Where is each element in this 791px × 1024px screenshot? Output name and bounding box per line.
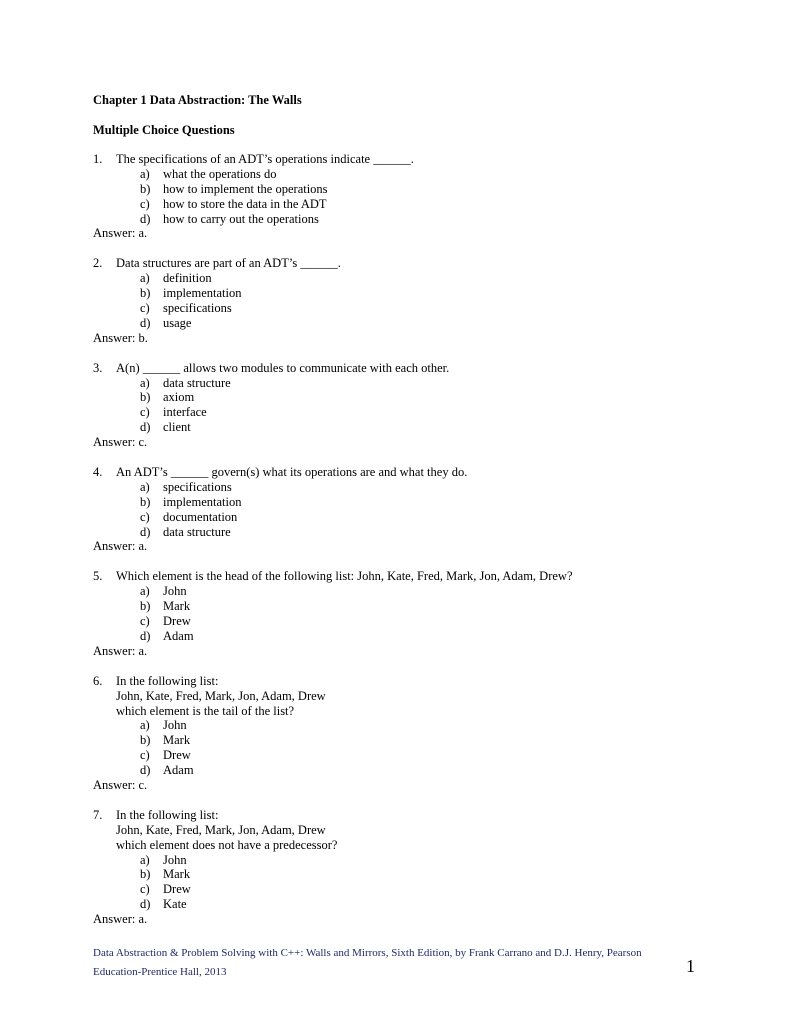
question-line: [93, 465, 713, 480]
answer-line: [93, 644, 713, 659]
question-number: 3.: [93, 360, 103, 375]
answer-option: [93, 748, 713, 763]
option-text: John: [163, 852, 187, 867]
answer-option: [93, 763, 713, 778]
option-text: Mark: [163, 733, 191, 748]
footer-line-1: Data Abstraction & Problem Solving with C++: Walls and Mirrors, Sixth Edition, by Frank Carrano and D.J. Henry, Pearson: [93, 947, 642, 959]
question-line: [93, 361, 713, 376]
answer-option: [93, 167, 713, 182]
answer-option: [93, 271, 713, 286]
question-text: Which element is the head of the following list: John, Kate, Fred, Mark, Jon, Adam, Drew?: [116, 569, 573, 584]
question-line: [93, 256, 713, 271]
option-text: John: [163, 584, 187, 599]
option-letter: d): [140, 524, 151, 539]
answer-option: [93, 420, 713, 435]
option-letter: b): [140, 733, 151, 748]
option-letter: c): [140, 748, 150, 763]
question-item: [93, 256, 713, 345]
option-text: how to implement the operations: [163, 181, 328, 196]
option-text: Adam: [163, 628, 194, 643]
answer-option: [93, 867, 713, 882]
question-item: [93, 465, 713, 554]
question-number: 2.: [93, 256, 103, 271]
chapter-title: Chapter 1 Data Abstraction: The Walls: [93, 93, 302, 107]
answer-option: [93, 301, 713, 316]
answer-option: [93, 897, 713, 912]
option-text: implementation: [163, 494, 242, 509]
option-text: Mark: [163, 599, 191, 614]
question-line: [93, 704, 713, 719]
answer-option: [93, 584, 713, 599]
option-letter: c): [140, 301, 150, 316]
answer-key: Answer: a.: [93, 643, 148, 658]
option-letter: a): [140, 271, 150, 286]
answer-option: [93, 182, 713, 197]
option-letter: a): [140, 852, 150, 867]
option-letter: b): [140, 599, 151, 614]
question-text: In the following list:: [116, 673, 219, 688]
option-letter: d): [140, 897, 151, 912]
question-line: [93, 569, 713, 584]
option-text: how to carry out the operations: [163, 211, 319, 226]
option-letter: c): [140, 882, 150, 897]
answer-option: [93, 480, 713, 495]
option-letter: c): [140, 614, 150, 629]
option-letter: a): [140, 718, 150, 733]
answer-option: [93, 376, 713, 391]
question-text: A(n) ______ allows two modules to communicate with each other.: [116, 360, 450, 375]
option-letter: a): [140, 375, 150, 390]
question-item: [93, 808, 713, 927]
option-letter: d): [140, 211, 151, 226]
option-text: documentation: [163, 509, 238, 524]
option-letter: c): [140, 196, 150, 211]
option-letter: c): [140, 509, 150, 524]
answer-key: Answer: a.: [93, 226, 148, 241]
option-text: specifications: [163, 479, 232, 494]
option-text: Mark: [163, 867, 191, 882]
question-text: John, Kate, Fred, Mark, Jon, Adam, Drew: [116, 822, 326, 837]
answer-option: [93, 614, 713, 629]
question-text: In the following list:: [116, 807, 219, 822]
answer-key: Answer: b.: [93, 330, 148, 345]
answer-key: Answer: c.: [93, 777, 148, 792]
option-letter: c): [140, 405, 150, 420]
answer-line: [93, 539, 713, 554]
option-text: axiom: [163, 390, 195, 405]
footer-line-2: Education-Prentice Hall, 2013: [93, 965, 227, 978]
answer-option: [93, 405, 713, 420]
option-text: Drew: [163, 882, 191, 897]
page-number: 1: [686, 956, 695, 976]
question-item: [93, 152, 713, 241]
answer-option: [93, 629, 713, 644]
answer-option: [93, 599, 713, 614]
option-letter: d): [140, 420, 151, 435]
question-line: [93, 838, 713, 853]
answer-option: [93, 718, 713, 733]
question-text: An ADT’s ______ govern(s) what its operations are and what they do.: [116, 465, 468, 480]
answer-option: [93, 316, 713, 331]
option-text: specifications: [163, 301, 232, 316]
question-list: [93, 152, 713, 942]
question-text: which element does not have a predecessor?: [116, 837, 338, 852]
option-text: data structure: [163, 375, 231, 390]
question-text: Data structures are part of an ADT’s ______.: [116, 256, 341, 271]
answer-option: [93, 212, 713, 227]
question-number: 5.: [93, 569, 103, 584]
option-letter: b): [140, 286, 151, 301]
option-text: client: [163, 420, 191, 435]
question-line: [93, 808, 713, 823]
answer-option: [93, 853, 713, 868]
answer-line: [93, 435, 713, 450]
question-line: [93, 674, 713, 689]
answer-line: [93, 778, 713, 793]
answer-option: [93, 510, 713, 525]
question-line: [93, 823, 713, 838]
answer-option: [93, 286, 713, 301]
option-text: interface: [163, 405, 207, 420]
question-number: 1.: [93, 152, 103, 166]
option-text: how to store the data in the ADT: [163, 196, 327, 211]
option-text: John: [163, 718, 187, 733]
question-item: [93, 569, 713, 658]
option-text: Drew: [163, 748, 191, 763]
option-text: Drew: [163, 614, 191, 629]
answer-option: [93, 733, 713, 748]
answer-line: [93, 331, 713, 346]
page-footer: [93, 944, 693, 981]
answer-option: [93, 197, 713, 212]
option-letter: b): [140, 181, 151, 196]
option-text: definition: [163, 271, 212, 286]
question-text: which element is the tail of the list?: [116, 703, 295, 718]
option-text: Adam: [163, 763, 194, 778]
option-text: data structure: [163, 524, 231, 539]
option-letter: b): [140, 390, 151, 405]
question-text: John, Kate, Fred, Mark, Jon, Adam, Drew: [116, 688, 326, 703]
option-letter: d): [140, 763, 151, 778]
option-letter: d): [140, 628, 151, 643]
answer-key: Answer: a.: [93, 912, 148, 927]
question-number: 7.: [93, 807, 103, 822]
option-letter: b): [140, 494, 151, 509]
answer-option: [93, 882, 713, 897]
section-title: Multiple Choice Questions: [93, 123, 235, 137]
option-letter: d): [140, 315, 151, 330]
question-number: 6.: [93, 673, 103, 688]
question-item: [93, 674, 713, 793]
question-item: [93, 361, 713, 450]
answer-option: [93, 525, 713, 540]
answer-line: [93, 226, 713, 241]
question-line: [93, 152, 713, 167]
option-letter: b): [140, 867, 151, 882]
answer-option: [93, 390, 713, 405]
answer-line: [93, 912, 713, 927]
answer-key: Answer: c.: [93, 435, 148, 450]
option-letter: a): [140, 479, 150, 494]
option-text: usage: [163, 315, 192, 330]
option-letter: a): [140, 584, 150, 599]
question-text: The specifications of an ADT’s operations indicate ______.: [116, 152, 414, 166]
option-letter: a): [140, 166, 150, 181]
option-text: implementation: [163, 286, 242, 301]
option-text: what the operations do: [163, 166, 277, 181]
option-text: Kate: [163, 897, 187, 912]
answer-key: Answer: a.: [93, 539, 148, 554]
answer-option: [93, 495, 713, 510]
question-line: [93, 689, 713, 704]
question-number: 4.: [93, 465, 103, 480]
